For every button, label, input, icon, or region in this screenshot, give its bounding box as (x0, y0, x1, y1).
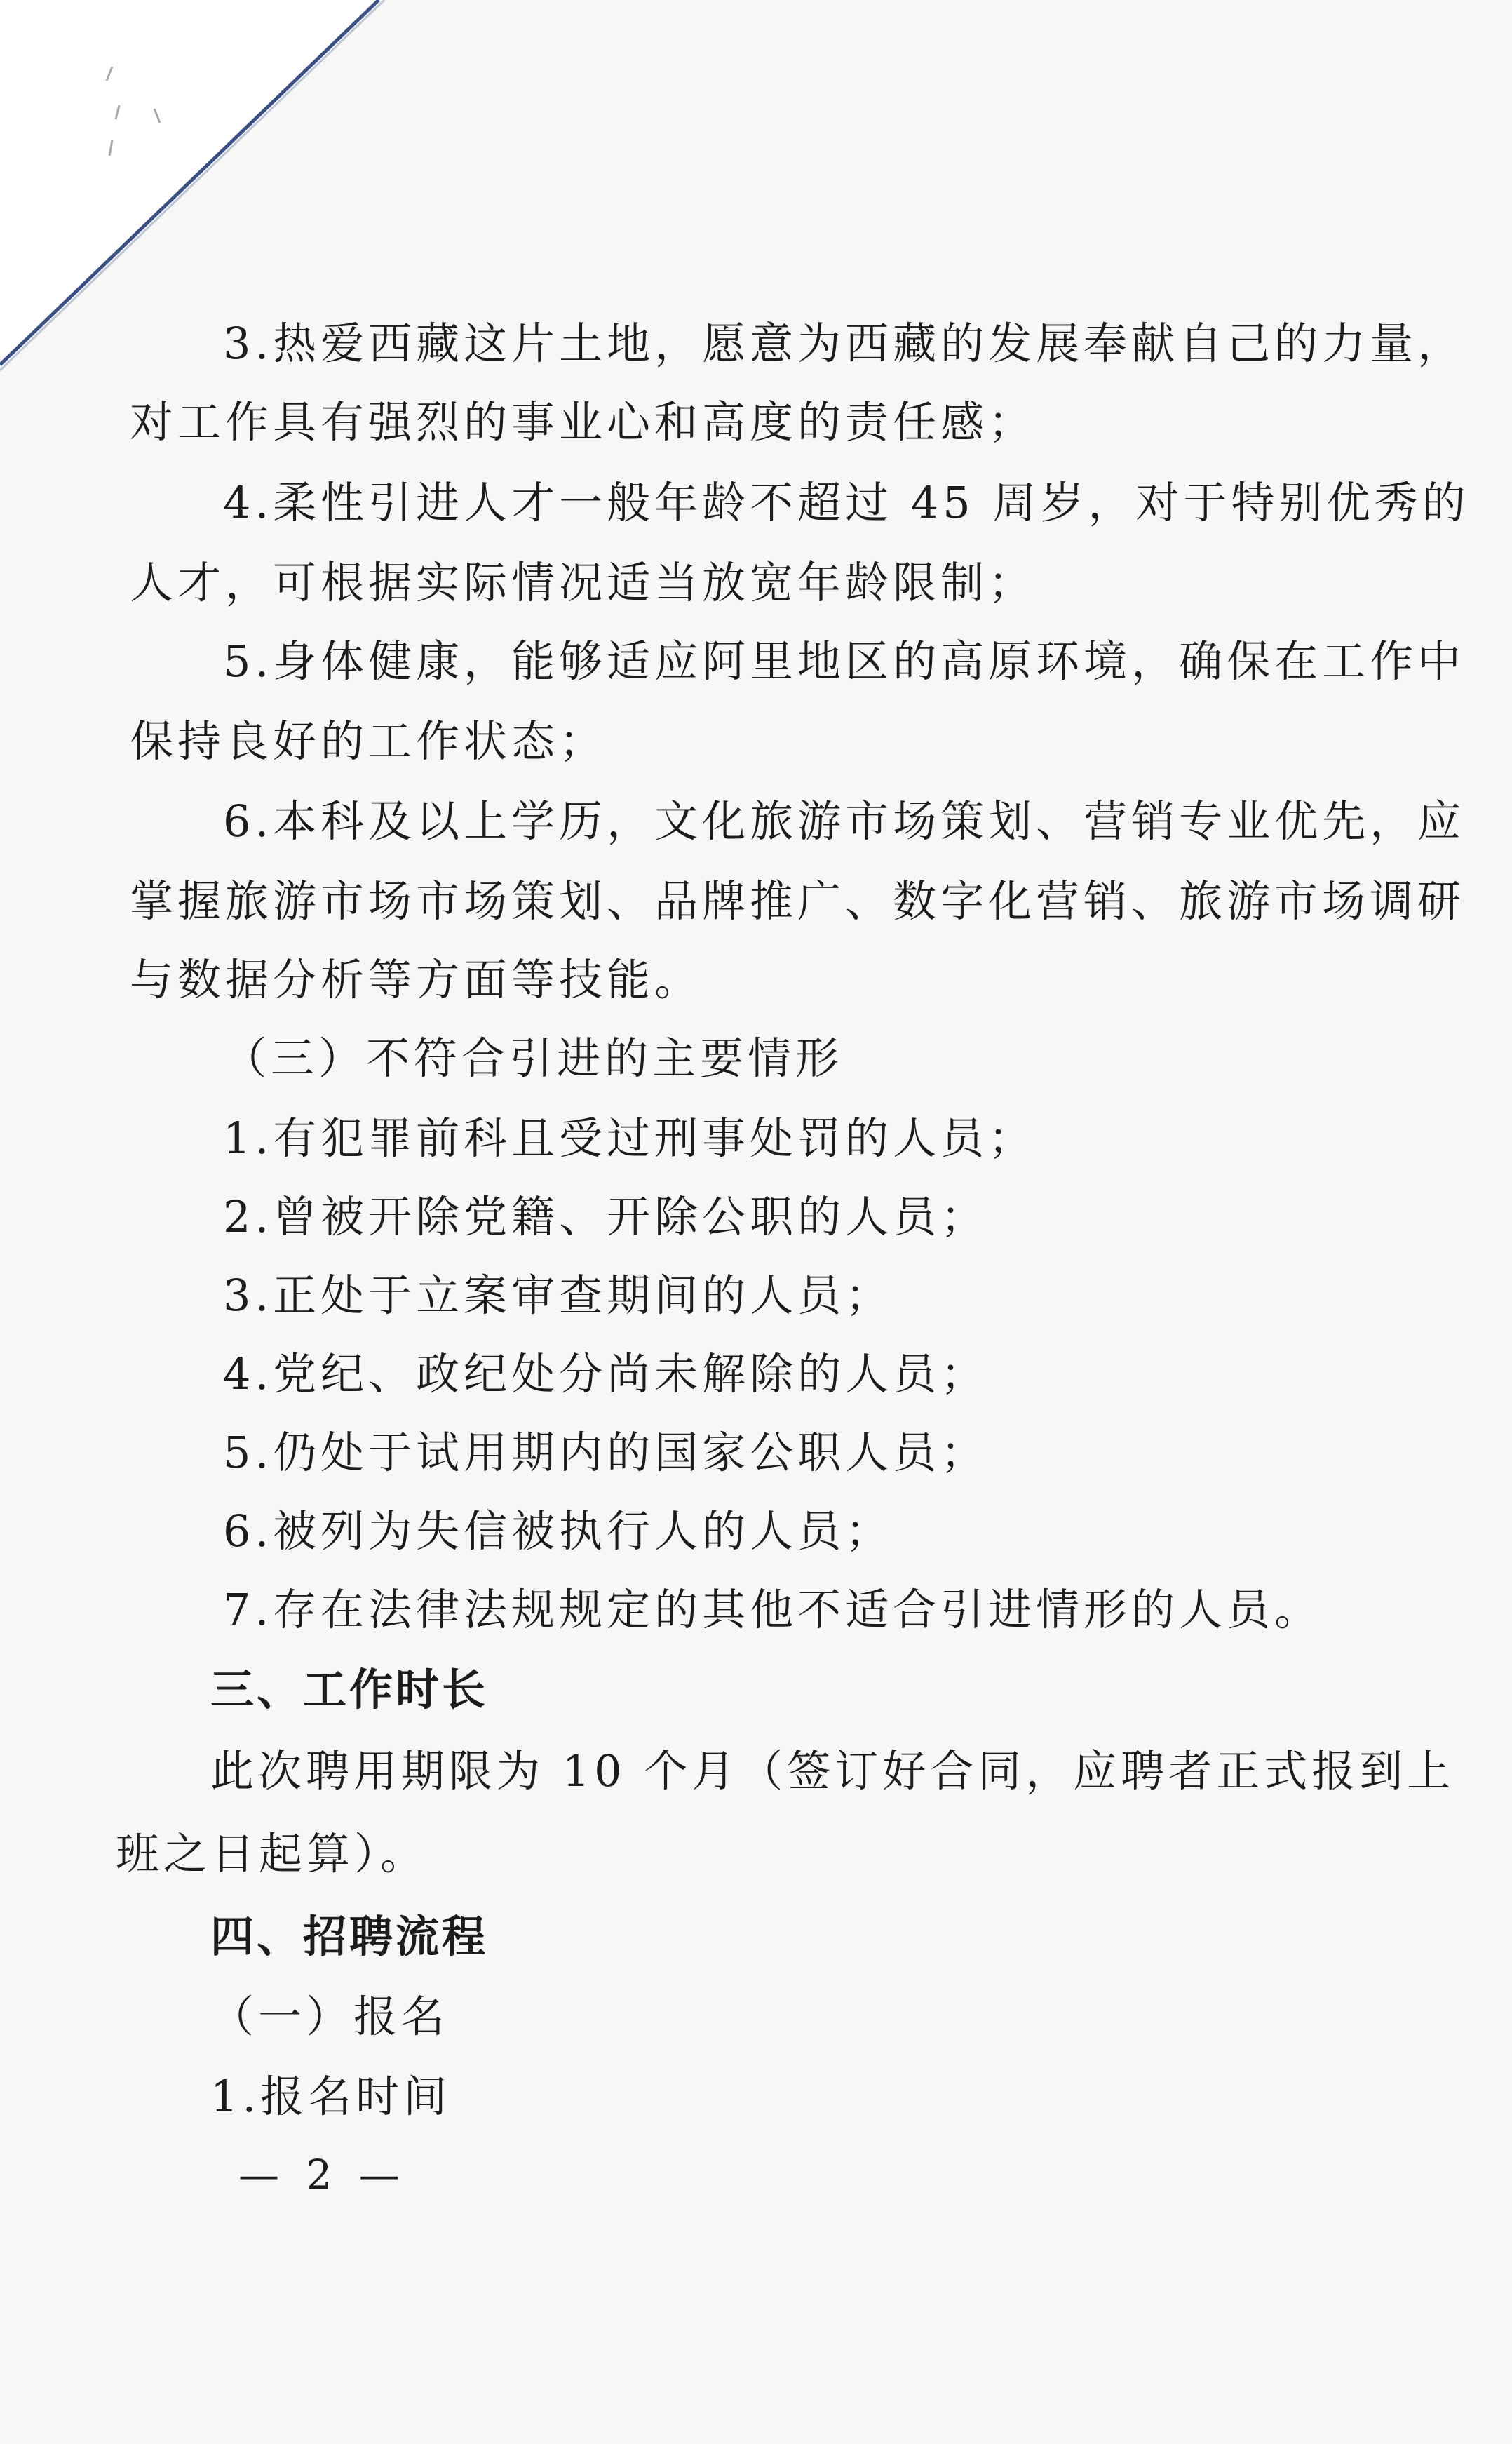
list-item: 7.存在法律法规规定的其他不适合引进情形的人员。 (223, 1584, 1323, 1635)
body-line: 对工作具有强烈的事业心和高度的责任感； (130, 396, 1037, 448)
list-item: 4.党纪、政纪处分尚未解除的人员； (223, 1348, 989, 1399)
list-item: 3.正处于立案审查期间的人员； (223, 1270, 893, 1321)
body-line: 3.热爱西藏这片土地，愿意为西藏的发展奉献自己的力量， (223, 318, 1466, 369)
body-line: 4.柔性引进人才一般年龄不超过 45 周岁，对于特别优秀的 (223, 477, 1470, 528)
section-subheading: （一）报名 (210, 1991, 450, 2042)
body-line: 班之日起算）。 (116, 1828, 428, 1879)
list-item: 1.报名时间 (210, 2071, 452, 2122)
list-item: 6.被列为失信被执行人的人员； (223, 1505, 893, 1557)
body-line: 6.本科及以上学历，文化旅游市场策划、营销专业优先，应 (223, 795, 1466, 847)
section-heading: 三、工作时长 (210, 1664, 489, 1715)
body-line: 与数据分析等方面等技能。 (130, 954, 703, 1005)
body-line: 5.身体健康，能够适应阿里地区的高原环境，确保在工作中 (223, 636, 1466, 687)
page-number: — 2 — (238, 2151, 407, 2198)
body-line: 此次聘用期限为 10 个月（签订好合同，应聘者正式报到上 (210, 1745, 1455, 1797)
body-line: 保持良好的工作状态； (130, 716, 607, 767)
section-subheading: （三）不符合引进的主要情形 (223, 1033, 844, 1084)
list-item: 2.曾被开除党籍、开除公职的人员； (223, 1191, 989, 1242)
body-line: 掌握旅游市场市场策划、品牌推广、数字化营销、旅游市场调研 (130, 875, 1466, 927)
body-line: 人才，可根据实际情况适当放宽年龄限制； (130, 557, 1037, 608)
list-item: 1.有犯罪前科且受过刑事处罚的人员； (223, 1113, 1037, 1164)
section-heading: 四、招聘流程 (210, 1911, 489, 1962)
list-item: 5.仍处于试用期内的国家公职人员； (223, 1427, 989, 1478)
